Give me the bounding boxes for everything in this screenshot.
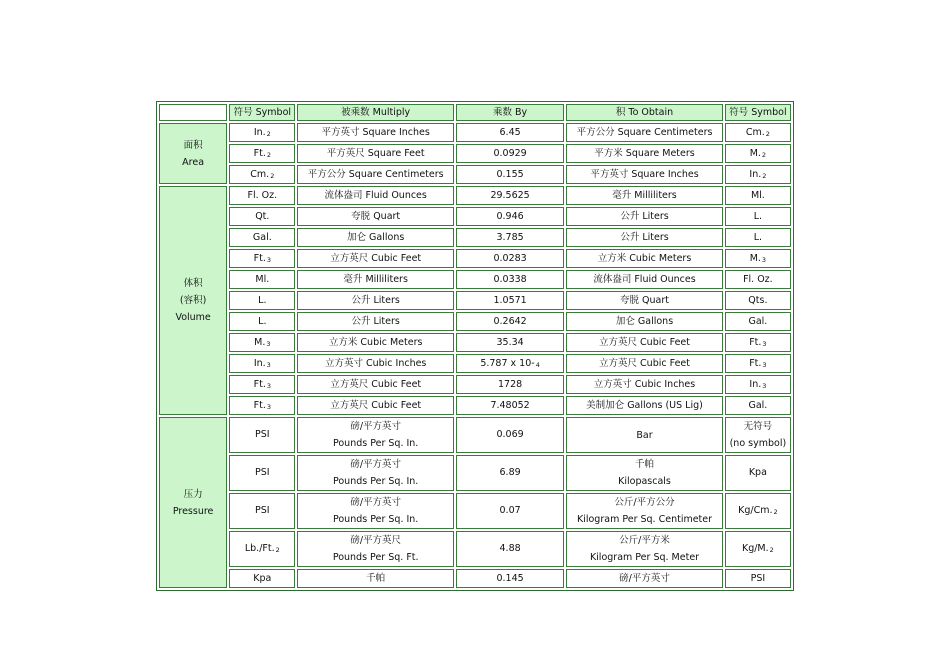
symbol-from-text: Kpa (253, 572, 272, 584)
obtain-unit (566, 123, 723, 142)
category-pressure (159, 417, 227, 588)
table-row (159, 312, 791, 331)
multiplier-value-text: 3.785 (496, 231, 524, 243)
obtain-unit-line: 流体盎司 Fluid Ounces (593, 274, 696, 285)
symbol-to-text: Kg/Cm. (738, 505, 773, 516)
symbol-from (229, 270, 295, 289)
obtain-unit-line: 毫升 Milliliters (612, 190, 677, 201)
symbol-from-exponent: 3 (266, 339, 271, 348)
symbol-to-exponent: 2 (769, 546, 774, 554)
symbol-to-text: Ft. (749, 357, 762, 369)
multiply-unit (297, 312, 454, 331)
multiplier-value-text: 0.0283 (493, 252, 527, 264)
symbol-to-exponent: 3 (762, 339, 767, 348)
header-by: 乘数 By (456, 104, 564, 121)
table-row (159, 396, 791, 415)
symbol-to-text: L. (753, 231, 763, 243)
multiplier-value-text: 0.145 (496, 572, 524, 584)
symbol-to-text: Gal. (748, 399, 768, 411)
multiply-unit (297, 396, 454, 415)
table-row (159, 291, 791, 310)
obtain-unit-line: 公斤/平方公分 (614, 497, 675, 508)
multiply-unit-line: Pounds Per Sq. In. (332, 476, 419, 487)
symbol-to (725, 531, 791, 567)
multiply-unit-line: 立方英尺 Cubic Feet (330, 253, 422, 264)
header-symbol-from: 符号 Symbol (229, 104, 295, 121)
symbol-to-exponent: 3 (762, 360, 767, 369)
symbol-from (229, 144, 295, 163)
symbol-to (725, 186, 791, 205)
obtain-unit-line: 立方英寸 Cubic Inches (593, 379, 696, 390)
multiply-unit-line: 千帕 (366, 573, 386, 584)
symbol-to-text: Ml. (750, 189, 765, 201)
symbol-from-text: Ml. (255, 273, 270, 285)
header-to-obtain: 积 To Obtain (566, 104, 723, 121)
multiply-unit (297, 165, 454, 184)
symbol-to (725, 375, 791, 394)
multiply-unit-line: 夸脱 Quart (351, 211, 401, 222)
multiplier-value-text: 1.0571 (493, 294, 527, 306)
multiply-unit-line: 平方公分 Square Centimeters (307, 169, 444, 180)
multiply-unit-line: 立方英寸 Cubic Inches (324, 358, 427, 369)
category-label: (容积) (179, 295, 207, 306)
multiplier-value (456, 417, 564, 453)
multiply-unit (297, 186, 454, 205)
symbol-to-text: M. (749, 147, 761, 159)
multiply-unit-line: 磅/平方英寸 (350, 421, 402, 432)
multiply-unit-line: 立方英尺 Cubic Feet (330, 379, 422, 390)
symbol-to-text: In. (749, 378, 762, 390)
category-label: Area (182, 156, 205, 168)
obtain-unit-line: 加仑 Gallons (615, 316, 674, 327)
obtain-unit (566, 186, 723, 205)
obtain-unit-line: 立方英尺 Cubic Feet (599, 337, 690, 348)
obtain-unit-line: 磅/平方英寸 (619, 573, 670, 584)
multiply-unit (297, 455, 454, 491)
category-label: 体积 (183, 278, 203, 289)
multiply-unit-line: 磅/平方英寸 (350, 497, 402, 508)
multiply-unit (297, 123, 454, 142)
multiplier-value-text: 0.0929 (493, 147, 527, 159)
symbol-from (229, 396, 295, 415)
obtain-unit (566, 417, 723, 453)
table-row (159, 249, 791, 268)
table-row (159, 417, 791, 453)
table-row (159, 165, 791, 184)
category-volume (159, 186, 227, 415)
symbol-to-text: Ft. (749, 336, 762, 348)
multiplier-value-text: 29.5625 (490, 189, 530, 201)
table-row (159, 228, 791, 247)
symbol-from-text: Fl. Oz. (247, 189, 278, 201)
obtain-unit-line: 千帕 (635, 459, 655, 470)
obtain-unit-line: 公升 Liters (620, 232, 669, 243)
symbol-to (725, 207, 791, 226)
multiplier-value (456, 569, 564, 588)
obtain-unit-line: 平方公分 Square Centimeters (576, 127, 713, 138)
multiply-unit-line: 磅/平方英寸 (350, 459, 402, 470)
multiply-unit (297, 228, 454, 247)
multiplier-value-text: 0.07 (499, 505, 521, 516)
symbol-to-text: Kg/M. (741, 543, 769, 554)
obtain-unit-line: Kilogram Per Sq. Meter (589, 552, 700, 563)
multiply-unit (297, 270, 454, 289)
unit-conversion-table (157, 102, 793, 590)
symbol-from-exponent: 3 (266, 381, 271, 390)
obtain-unit (566, 228, 723, 247)
multiply-unit-line: 立方英尺 Cubic Feet (330, 400, 422, 411)
multiply-unit (297, 291, 454, 310)
symbol-to (725, 569, 791, 588)
symbol-from (229, 312, 295, 331)
symbol-to-text: M. (749, 252, 761, 264)
symbol-from-text: Gal. (252, 231, 272, 243)
symbol-from-text: Lb./Ft. (244, 543, 275, 554)
symbol-to (725, 270, 791, 289)
obtain-unit (566, 249, 723, 268)
obtain-unit (566, 396, 723, 415)
symbol-from-exponent: 2 (266, 129, 271, 138)
symbol-to (725, 144, 791, 163)
multiply-unit-line: 公升 Liters (351, 316, 400, 327)
symbol-to-text: L. (753, 210, 763, 222)
symbol-from-text: Ft. (253, 252, 266, 264)
table-row (159, 531, 791, 567)
multiplier-value-text: 6.45 (499, 126, 521, 138)
symbol-from-text: M. (254, 336, 266, 348)
obtain-unit-line: 立方英尺 Cubic Feet (599, 358, 690, 369)
table-row (159, 569, 791, 588)
symbol-to (725, 354, 791, 373)
obtain-unit (566, 312, 723, 331)
table-row (159, 455, 791, 491)
multiply-unit (297, 207, 454, 226)
symbol-from (229, 165, 295, 184)
symbol-from (229, 569, 295, 588)
header-row (159, 104, 791, 121)
symbol-from (229, 333, 295, 352)
multiplier-value-text: 0.0338 (493, 273, 527, 285)
obtain-unit (566, 531, 723, 567)
multiplier-value-text: 4.88 (499, 543, 521, 554)
symbol-from-exponent: 3 (266, 402, 271, 411)
table-row (159, 333, 791, 352)
symbol-to (725, 249, 791, 268)
multiplier-value (456, 270, 564, 289)
multiplier-value (456, 354, 564, 373)
symbol-to (725, 417, 791, 453)
multiplier-value (456, 249, 564, 268)
multiplier-value (456, 228, 564, 247)
obtain-unit (566, 144, 723, 163)
obtain-unit-line: 公升 Liters (620, 211, 669, 222)
symbol-from-text: Ft. (253, 147, 266, 159)
multiply-unit (297, 417, 454, 453)
multiplier-value (456, 123, 564, 142)
symbol-from (229, 249, 295, 268)
table-row (159, 144, 791, 163)
obtain-unit-line: Bar (636, 429, 653, 441)
multiply-unit-line: 毫升 Milliliters (343, 274, 408, 285)
symbol-to (725, 312, 791, 331)
multiply-unit (297, 493, 454, 529)
symbol-from-text: L. (258, 315, 267, 327)
obtain-unit (566, 455, 723, 491)
symbol-to (725, 333, 791, 352)
multiplier-value-text: 5.787 x 10- (480, 357, 535, 369)
symbol-to-text: Fl. Oz. (743, 273, 773, 285)
table-row (159, 186, 791, 205)
multiply-unit (297, 531, 454, 567)
symbol-from (229, 291, 295, 310)
multiply-unit (297, 249, 454, 268)
symbol-from (229, 493, 295, 529)
category-label: Volume (175, 312, 211, 323)
symbol-from-text: In. (253, 126, 266, 138)
symbol-from-text: Qt. (255, 210, 270, 222)
table-row (159, 354, 791, 373)
multiply-unit-line: 立方米 Cubic Meters (328, 337, 423, 348)
multiply-unit-line: 平方英寸 Square Inches (321, 127, 430, 138)
multiply-unit-line: Pounds Per Sq. In. (332, 438, 419, 449)
symbol-from-text: Ft. (253, 378, 266, 390)
table-row (159, 270, 791, 289)
category-area (159, 123, 227, 184)
symbol-to (725, 493, 791, 529)
symbol-from-exponent: 3 (266, 255, 271, 264)
multiply-unit (297, 569, 454, 588)
symbol-to-exponent: 2 (762, 171, 767, 180)
multiply-unit (297, 144, 454, 163)
multiplier-value (456, 186, 564, 205)
multiplier-value-text: 0.2642 (493, 315, 527, 327)
multiplier-value-text: 7.48052 (490, 399, 530, 411)
obtain-unit-line: 平方米 Square Meters (594, 148, 695, 159)
symbol-to-text: In. (749, 168, 762, 180)
obtain-unit (566, 375, 723, 394)
multiply-unit-line: 加仑 Gallons (347, 232, 405, 243)
symbol-from (229, 207, 295, 226)
symbol-to-line: 无符号 (743, 421, 773, 432)
symbol-to-text: Gal. (748, 315, 768, 327)
symbol-from (229, 123, 295, 142)
obtain-unit-line: Kilogram Per Sq. Centimeter (576, 514, 713, 525)
obtain-unit (566, 291, 723, 310)
multiplier-value (456, 165, 564, 184)
symbol-from (229, 455, 295, 491)
multiply-unit (297, 375, 454, 394)
obtain-unit (566, 569, 723, 588)
multiplier-value-text: 0.946 (496, 210, 524, 222)
multiply-unit (297, 354, 454, 373)
multiplier-value-exponent: 4 (535, 360, 540, 369)
obtain-unit (566, 333, 723, 352)
symbol-to (725, 165, 791, 184)
symbol-from (229, 186, 295, 205)
symbol-from-text: In. (253, 357, 266, 369)
symbol-to-text: Kpa (748, 467, 767, 478)
multiplier-value-text: 35.34 (496, 336, 524, 348)
symbol-to-exponent: 2 (761, 150, 767, 159)
table-row (159, 123, 791, 142)
symbol-to (725, 396, 791, 415)
multiply-unit-line: Pounds Per Sq. In. (332, 514, 419, 525)
table-body (159, 104, 791, 588)
symbol-to (725, 228, 791, 247)
multiplier-value (456, 312, 564, 331)
obtain-unit (566, 165, 723, 184)
symbol-to (725, 455, 791, 491)
symbol-to-text: Qts. (748, 294, 768, 306)
multiplier-value (456, 375, 564, 394)
multiplier-value (456, 333, 564, 352)
symbol-to-line: (no symbol) (729, 438, 787, 449)
symbol-from-text: PSI (255, 467, 270, 478)
multiply-unit (297, 333, 454, 352)
symbol-from-exponent: 2 (266, 150, 271, 159)
header-symbol-to: 符号 Symbol (725, 104, 791, 121)
multiplier-value (456, 144, 564, 163)
obtain-unit-line: 美制加仑 Gallons (US Lig) (586, 400, 703, 411)
table-row (159, 375, 791, 394)
category-label: Pressure (172, 505, 214, 517)
obtain-unit-line: Kilopascals (618, 476, 671, 487)
multiplier-value-text: 0.155 (496, 168, 524, 180)
header-multiply: 被乘数 Multiply (297, 104, 454, 121)
category-label: 面积 (183, 139, 203, 151)
symbol-to (725, 123, 791, 142)
symbol-to-text: PSI (750, 572, 766, 584)
obtain-unit (566, 354, 723, 373)
symbol-to-text: Cm. (745, 126, 765, 138)
multiply-unit-line: 流体盎司 Fluid Ounces (324, 190, 427, 201)
multiplier-value (456, 531, 564, 567)
corner-cell (159, 104, 227, 121)
table-row (159, 493, 791, 529)
multiplier-value (456, 493, 564, 529)
multiply-unit-line: 平方英尺 Square Feet (326, 148, 425, 159)
table-row (159, 207, 791, 226)
obtain-unit-line: 平方英寸 Square Inches (590, 169, 699, 180)
multiplier-value (456, 207, 564, 226)
symbol-to (725, 291, 791, 310)
multiply-unit-line: Pounds Per Sq. Ft. (332, 552, 419, 563)
symbol-to-exponent: 2 (765, 129, 770, 138)
symbol-from-text: Ft. (253, 399, 266, 411)
obtain-unit-line: 立方米 Cubic Meters (597, 253, 692, 264)
obtain-unit-line: 夸脱 Quart (620, 295, 669, 306)
symbol-from (229, 417, 295, 453)
multiplier-value-text: 1728 (498, 378, 523, 390)
category-label: 压力 (183, 488, 203, 500)
symbol-from (229, 531, 295, 567)
symbol-from (229, 354, 295, 373)
symbol-from-text: PSI (255, 505, 270, 516)
symbol-to-exponent: 3 (762, 381, 767, 390)
obtain-unit (566, 207, 723, 226)
multiplier-value-text: 6.89 (499, 467, 521, 478)
multiply-unit-line: 公升 Liters (351, 295, 400, 306)
symbol-from-exponent: 3 (266, 360, 271, 369)
symbol-from-text: PSI (255, 429, 270, 440)
symbol-from-exponent: 2 (275, 546, 280, 554)
symbol-from-text: Cm. (250, 168, 270, 180)
symbol-from-text: L. (258, 294, 267, 306)
obtain-unit (566, 270, 723, 289)
multiplier-value (456, 291, 564, 310)
multiply-unit-line: 磅/平方英尺 (350, 535, 402, 546)
multiplier-value-text: 0.069 (496, 429, 524, 440)
multiplier-value (456, 455, 564, 491)
symbol-to-exponent: 2 (773, 508, 778, 516)
symbol-from (229, 375, 295, 394)
obtain-unit-line: 公斤/平方米 (619, 535, 670, 546)
symbol-to-exponent: 3 (761, 255, 767, 264)
multiplier-value (456, 396, 564, 415)
symbol-from-exponent: 2 (270, 171, 275, 180)
symbol-from (229, 228, 295, 247)
obtain-unit (566, 493, 723, 529)
